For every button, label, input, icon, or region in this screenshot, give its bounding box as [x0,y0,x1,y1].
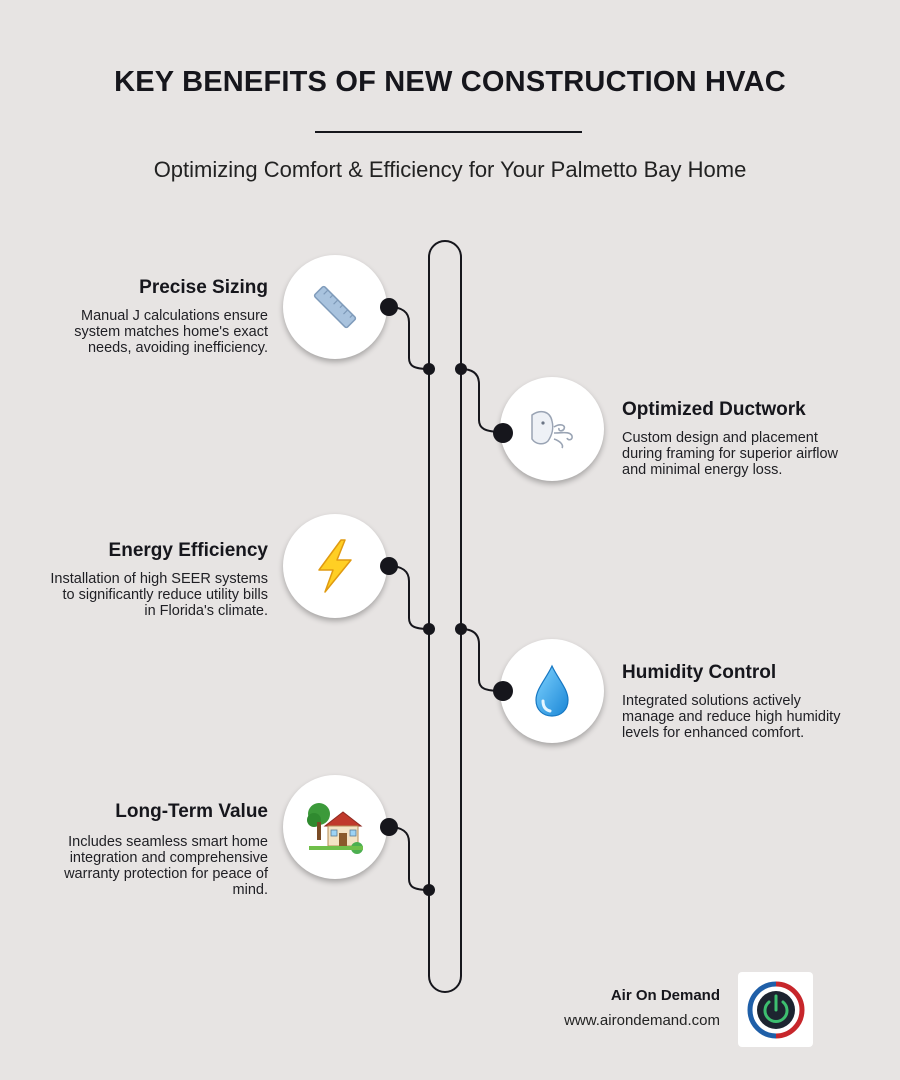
page-subtitle: Optimizing Comfort & Efficiency for Your Palmetto Bay Home [153,157,747,182]
timeline-track [429,241,461,992]
benefit-description: Integrated solutions actively manage and reduce high humidity levels for enhanced comfort. [622,693,841,741]
junction-dot [455,623,467,635]
wind-face-icon [500,377,604,481]
benefit-description: Includes seamless smart home integration and comprehensive warranty protection for peace of mind. [64,834,268,898]
connector-node [379,297,399,317]
brand-url-link[interactable]: www.airondemand.com [564,1012,720,1029]
connector-node [379,556,399,576]
junction-dot [423,884,435,896]
junction-dot [423,623,435,635]
power-button-logo-icon [738,972,813,1047]
ruler-icon [283,255,387,359]
benefit-description: Custom design and placement during framing for superior airflow and minimal energy loss. [622,430,838,478]
brand-name: Air On Demand [610,987,720,1004]
connector-node [492,680,514,702]
page-title: KEY BENEFITS OF NEW CONSTRUCTION HVAC [114,66,786,98]
connector-node [379,817,399,837]
house-with-garden-icon [283,775,387,879]
benefit-description: Manual J calculations ensure system matches home's exact needs, avoiding inefficiency. [74,308,268,356]
connector-node [492,422,514,444]
benefit-title: Energy Efficiency [108,540,268,561]
junction-dot [455,363,467,375]
benefit-title: Humidity Control [622,662,777,683]
benefit-title: Long-Term Value [115,801,268,822]
benefit-description: Installation of high SEER systems to significantly reduce utility bills in Florida's climate. [50,571,268,619]
junction-dot [423,363,435,375]
benefit-title: Optimized Ductwork [622,399,806,420]
droplet-icon [500,639,604,743]
lightning-icon [283,514,387,618]
benefit-title: Precise Sizing [139,277,268,298]
